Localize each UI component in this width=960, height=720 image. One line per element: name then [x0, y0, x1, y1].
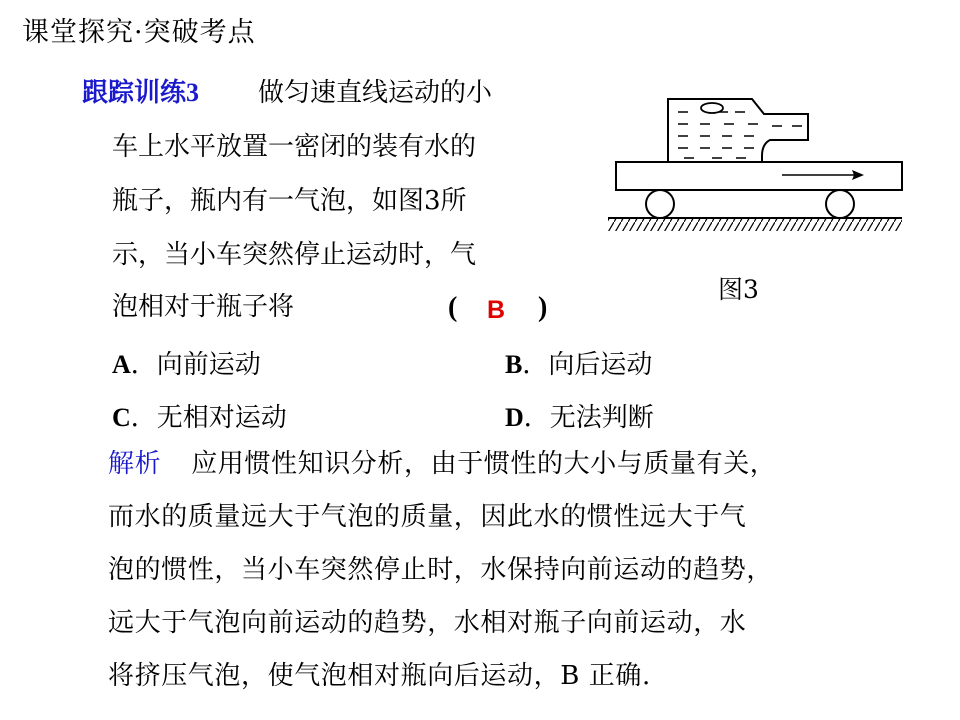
- answer-paren-open: (: [448, 292, 458, 323]
- bottle-shape: [668, 99, 808, 162]
- option-a-letter: A: [112, 350, 131, 379]
- option-a: [112, 344, 261, 381]
- question-line-4: 示，当小车突然停止运动时，气: [112, 240, 477, 270]
- option-b-letter: B: [505, 350, 523, 379]
- option-d-text: 无法判断: [549, 403, 654, 433]
- option-c-text: 无相对运动: [156, 403, 287, 433]
- explanation-label: 解析: [108, 449, 162, 479]
- option-a-text: 向前运动: [156, 350, 261, 380]
- figure-caption: 图3: [718, 275, 759, 304]
- cart-bottle-figure: [600, 90, 910, 240]
- ground-hatch: [608, 219, 902, 231]
- explanation-text-1: 应用惯性知识分析，由于惯性的大小与质量有关，: [191, 449, 777, 479]
- question-line-2: 车上水平放置一密闭的装有水的: [112, 132, 477, 162]
- answer-value: B: [487, 296, 506, 324]
- explanation-line-3: 泡的惯性，当小车突然停止时，水保持向前运动的趋势，: [108, 555, 774, 585]
- explanation-line-5: 将挤压气泡，使气泡相对瓶向后运动，B 正确.: [108, 661, 651, 691]
- option-d: [505, 397, 654, 434]
- page-title: 课堂探究·突破考点: [22, 17, 256, 48]
- wheel-left: [646, 190, 674, 218]
- option-b-text: 向后运动: [548, 350, 653, 380]
- question-line-3: 瓶子，瓶内有一气泡，如图3所: [112, 186, 467, 216]
- air-bubble: [701, 103, 723, 113]
- explanation-line-4: 远大于气泡向前运动的趋势，水相对瓶子向前运动，水: [108, 608, 747, 638]
- option-c-dot: ．: [130, 403, 157, 433]
- explanation-line-2: 而水的质量远大于气泡的质量，因此水的惯性远大于气: [108, 502, 747, 532]
- option-a-dot: ．: [130, 350, 157, 380]
- option-d-letter: D: [505, 403, 524, 432]
- explanation-line-1: [108, 443, 776, 480]
- option-d-dot: ．: [523, 403, 550, 433]
- wheel-right: [826, 190, 854, 218]
- option-c-letter: C: [112, 403, 131, 432]
- option-b: [505, 344, 652, 381]
- option-b-dot: ．: [522, 350, 549, 380]
- question-line-1: 做匀速直线运动的小: [258, 78, 493, 108]
- question-line-5: 泡相对于瓶子将: [112, 292, 295, 322]
- answer-paren-close: ): [538, 292, 548, 323]
- question-label: 跟踪训练3: [82, 78, 200, 107]
- option-c: [112, 397, 287, 434]
